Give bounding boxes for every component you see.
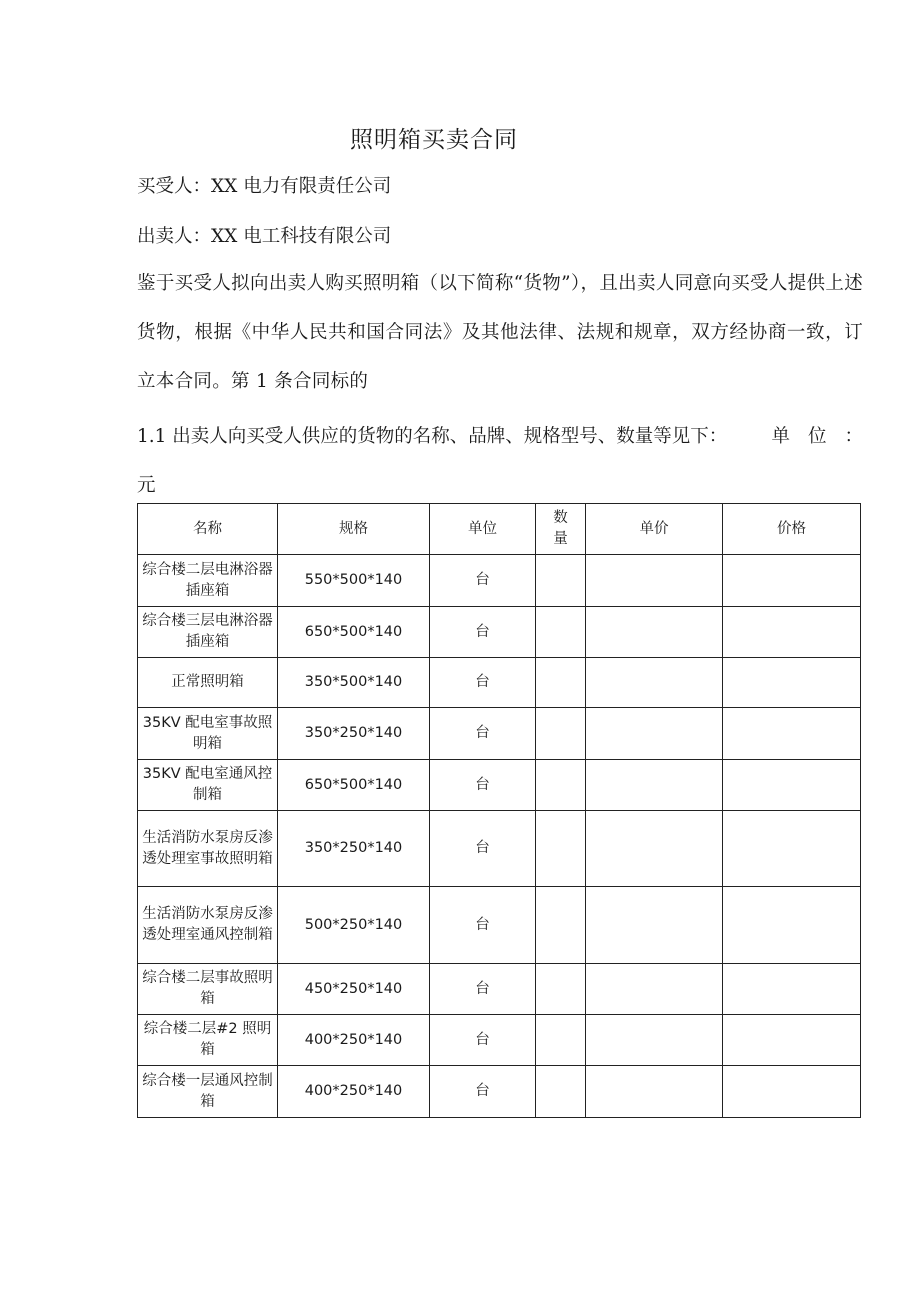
cell-price [723,1015,861,1066]
table-row [138,1066,861,1118]
cell-spec: 650*500*140 [278,607,430,658]
table-row [138,760,861,811]
cell-unit-price [586,607,723,658]
cell-unit: 台 [430,964,536,1015]
cell-qty [536,811,586,887]
buyer-line: 买受人：XX 电力有限责任公司 [137,176,392,197]
cell-price [723,607,861,658]
seller-line: 出卖人：XX 电工科技有限公司 [137,226,392,247]
cell-qty [536,760,586,811]
header-unit-price: 单价 [586,504,723,555]
cell-spec: 550*500*140 [278,555,430,607]
cell-price [723,555,861,607]
cell-spec: 350*250*140 [278,811,430,887]
intro-paragraph: 鉴于买受人拟向出卖人购买照明箱（以下简称“货物”），且出卖人同意向买受人提供上述货物，根据《中华人民共和国合同法》及其他法律、法规和规章，双方经协商一致，订立本合同。第 1 条合同标的 [137,273,863,392]
header-spec: 规格 [278,504,430,555]
table-header-row [138,504,861,555]
table-row [138,964,861,1015]
cell-unit: 台 [430,1066,536,1118]
cell-name: 综合楼二层事故照明箱 [138,964,278,1015]
goods-table-body [138,555,861,1118]
cell-unit: 台 [430,760,536,811]
cell-unit-price [586,1015,723,1066]
table-row [138,555,861,607]
cell-qty [536,1015,586,1066]
cell-price [723,964,861,1015]
table-row [138,708,861,760]
clause-1-1-text: 1.1 出卖人向买受人供应的货物的名称、品牌、规格型号、数量等见下： [137,426,728,447]
clause-1-1 [137,412,881,510]
header-price: 价格 [723,504,861,555]
cell-qty [536,887,586,964]
cell-qty [536,964,586,1015]
cell-name: 综合楼二层电淋浴器插座箱 [138,555,278,607]
header-name: 名称 [138,504,278,555]
currency-unit-value: 元 [137,475,156,496]
header-qty [536,504,586,555]
cell-qty [536,1066,586,1118]
cell-name: 35KV 配电室事故照明箱 [138,708,278,760]
cell-unit-price [586,555,723,607]
cell-name: 综合楼一层通风控制箱 [138,1066,278,1118]
cell-unit-price [586,658,723,708]
header-qty-label: 数量 [553,510,568,547]
cell-unit: 台 [430,555,536,607]
cell-unit: 台 [430,658,536,708]
cell-spec: 350*500*140 [278,658,430,708]
cell-name: 生活消防水泵房反渗透处理室事故照明箱 [138,811,278,887]
cell-price [723,708,861,760]
cell-qty [536,607,586,658]
cell-unit-price [586,811,723,887]
table-row [138,1015,861,1066]
cell-unit: 台 [430,887,536,964]
cell-unit-price [586,760,723,811]
header-unit: 单位 [430,504,536,555]
cell-spec: 400*250*140 [278,1066,430,1118]
goods-table [137,503,861,1118]
cell-unit: 台 [430,607,536,658]
cell-spec: 650*500*140 [278,760,430,811]
cell-name: 35KV 配电室通风控制箱 [138,760,278,811]
cell-unit-price [586,887,723,964]
cell-price [723,1066,861,1118]
cell-qty [536,658,586,708]
cell-price [723,658,861,708]
cell-unit-price [586,964,723,1015]
table-row [138,811,861,887]
cell-unit: 台 [430,1015,536,1066]
cell-price [723,760,861,811]
cell-name: 综合楼二层#2 照明箱 [138,1015,278,1066]
cell-price [723,887,861,964]
table-row [138,658,861,708]
cell-unit: 台 [430,708,536,760]
cell-name: 正常照明箱 [138,658,278,708]
cell-spec: 400*250*140 [278,1015,430,1066]
document-title: 照明箱买卖合同 [350,127,518,153]
table-row [138,607,861,658]
cell-qty [536,555,586,607]
currency-unit-label: 单位： [771,426,881,447]
cell-name: 综合楼三层电淋浴器插座箱 [138,607,278,658]
cell-unit-price [586,1066,723,1118]
cell-name: 生活消防水泵房反渗透处理室通风控制箱 [138,887,278,964]
cell-unit-price [586,708,723,760]
cell-spec: 500*250*140 [278,887,430,964]
cell-unit: 台 [430,811,536,887]
cell-spec: 350*250*140 [278,708,430,760]
cell-price [723,811,861,887]
cell-spec: 450*250*140 [278,964,430,1015]
cell-qty [536,708,586,760]
table-row [138,887,861,964]
